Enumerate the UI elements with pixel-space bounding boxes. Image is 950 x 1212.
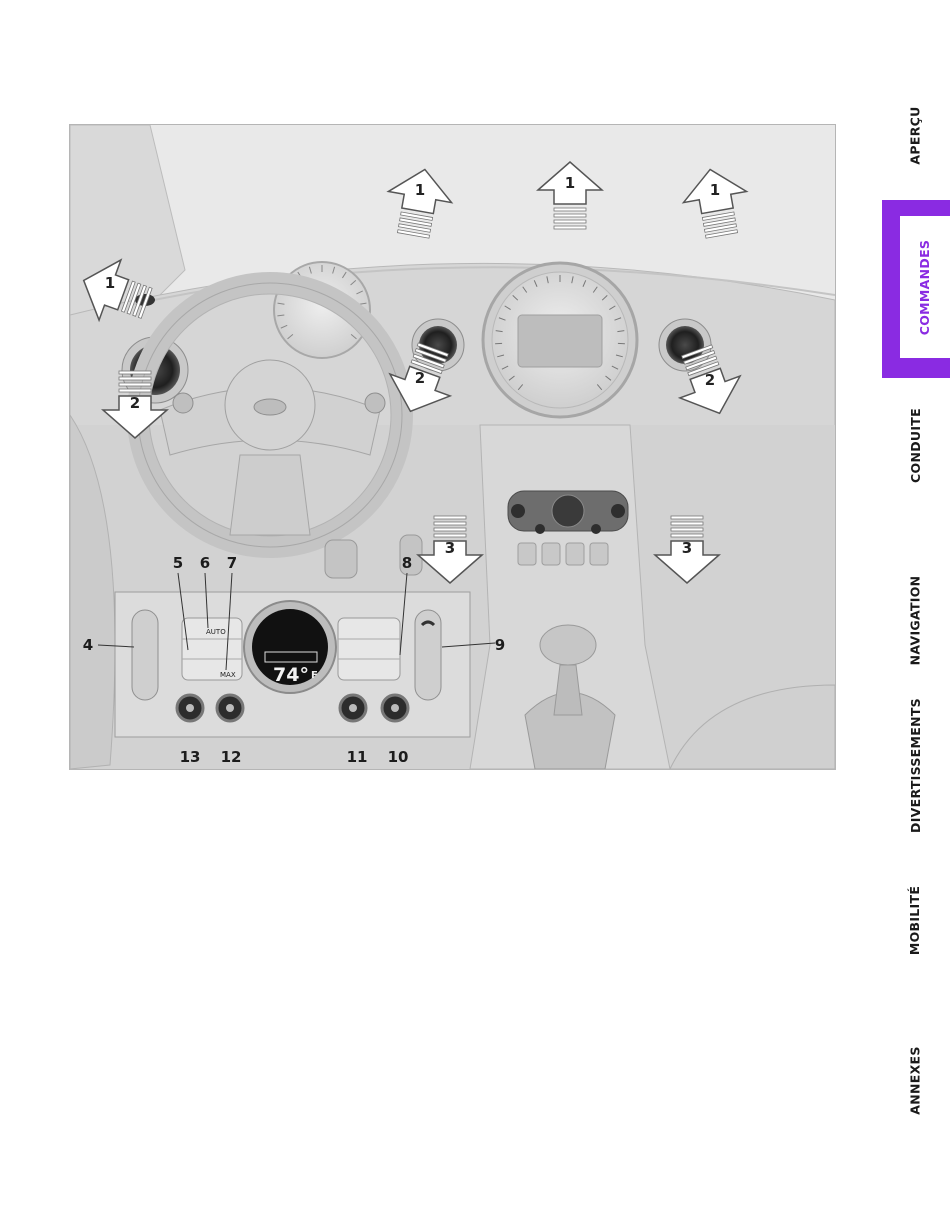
callout-number: 9 — [494, 636, 506, 654]
climate-control-panel — [115, 592, 470, 737]
tab-commandes[interactable] — [882, 200, 950, 378]
airflow-number: 3 — [681, 539, 693, 557]
airflow-number: 2 — [129, 394, 141, 412]
airflow-number: 3 — [444, 539, 456, 557]
callout-number: 10 — [387, 748, 409, 766]
temperature-readout: 74° — [273, 664, 309, 686]
callout-number: 7 — [226, 554, 238, 572]
callout-number: 13 — [179, 748, 201, 766]
callout-number: 8 — [401, 554, 413, 572]
airflow-number: 2 — [704, 371, 716, 389]
callout-number: 4 — [82, 636, 94, 654]
tab-label: MOBILITÉ — [907, 885, 923, 955]
callout-number: 6 — [199, 554, 211, 572]
tab-label: APERÇU — [907, 105, 923, 165]
tab-label: NAVIGATION — [907, 575, 923, 665]
tab-label: ANNEXES — [907, 1045, 923, 1115]
airflow-number: 1 — [414, 181, 426, 199]
airflow-number: 2 — [414, 369, 426, 387]
airflow-number: 1 — [104, 274, 116, 292]
temperature-unit: F — [311, 670, 318, 681]
airflow-number: 1 — [709, 181, 721, 199]
tab-navigation[interactable] — [880, 565, 950, 675]
tab-divertissements[interactable] — [880, 697, 950, 833]
auto-button-label: AUTO — [206, 628, 226, 636]
tab-mobilite[interactable] — [880, 880, 950, 960]
tab-label: COMMANDES — [917, 239, 933, 335]
dashboard-illustration — [69, 124, 836, 770]
max-button-label: MAX — [220, 671, 236, 679]
callout-number: 11 — [346, 748, 368, 766]
tab-label: CONDUITE — [907, 407, 923, 483]
callout-number: 5 — [172, 554, 184, 572]
tab-label: DIVERTISSEMENTS — [907, 697, 923, 833]
tab-conduite[interactable] — [880, 405, 950, 485]
tab-apercu[interactable] — [880, 95, 950, 175]
airflow-number: 1 — [564, 174, 576, 192]
callout-number: 12 — [220, 748, 242, 766]
chapter-sidebar — [880, 0, 950, 1212]
tab-annexes[interactable] — [880, 1040, 950, 1120]
